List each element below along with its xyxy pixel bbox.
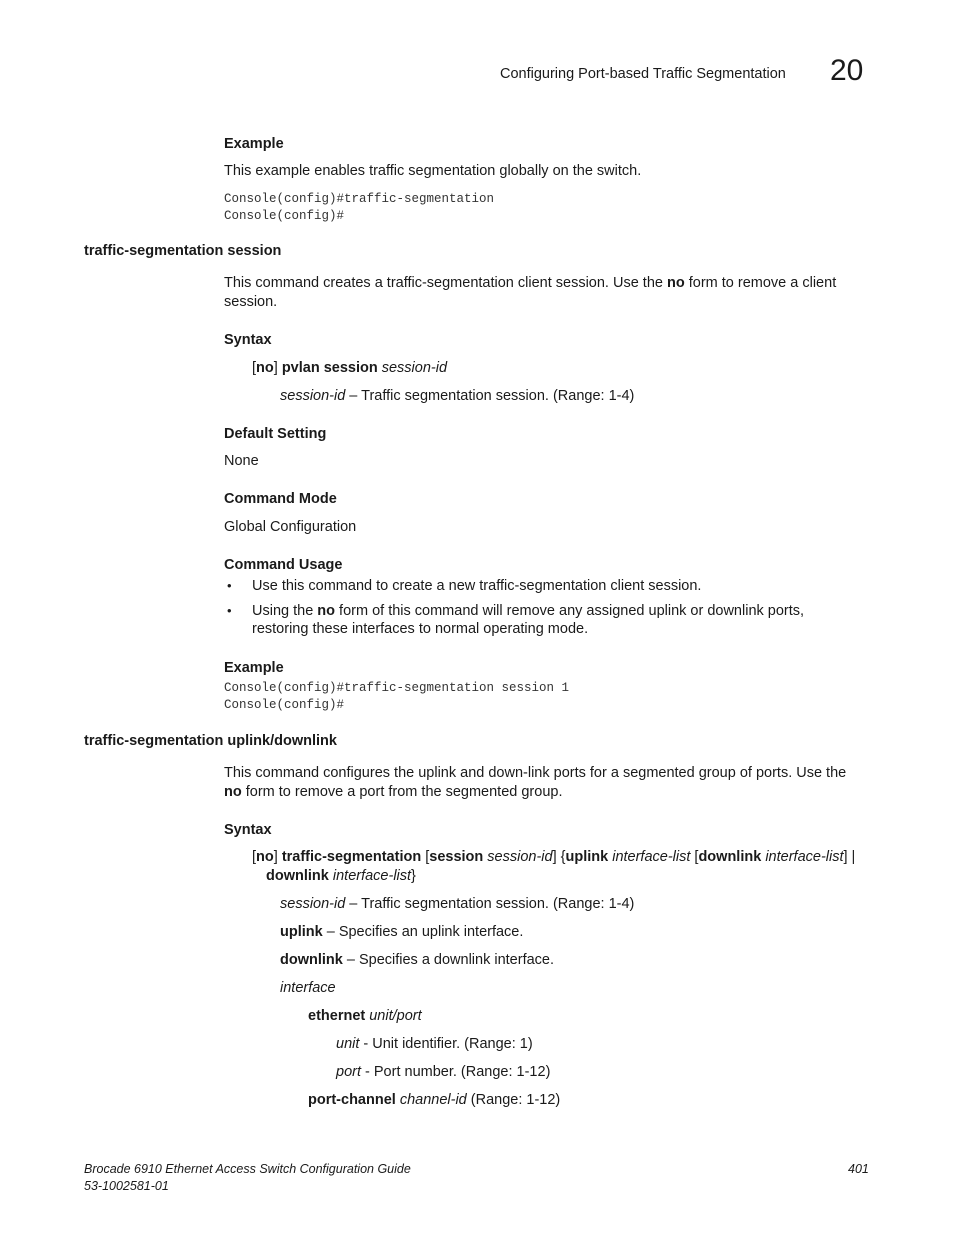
param-text: (Range: 1-12) <box>466 1092 561 1108</box>
syntax-line <box>252 849 855 865</box>
param-name: interface-list <box>612 849 691 865</box>
command-keyword: pvlan session <box>281 360 378 376</box>
no-keyword: no <box>667 275 685 291</box>
footer-doc-title: Brocade 6910 Ethernet Access Switch Configuration Guide <box>84 1162 411 1176</box>
example-heading: Example <box>224 660 284 676</box>
syntax-text: [ <box>252 360 257 376</box>
command-heading-uplink-downlink: traffic-segmentation uplink/downlink <box>84 733 337 749</box>
command-keyword: traffic-segmentation <box>281 849 422 865</box>
syntax-text: [ <box>252 849 257 865</box>
syntax-line <box>252 360 447 376</box>
syntax-text: } <box>411 868 416 884</box>
param-text: – Traffic segmentation session. (Range: 1-4) <box>345 388 635 404</box>
syntax-text: [ <box>690 849 699 865</box>
session-keyword: session <box>429 849 484 865</box>
default-setting-heading: Default Setting <box>224 426 327 442</box>
param-keyword: port-channel <box>308 1092 396 1108</box>
chapter-number: 20 <box>830 54 864 87</box>
param-description <box>280 896 634 912</box>
uplink-keyword: uplink <box>565 849 609 865</box>
param-name: session-id <box>487 849 553 865</box>
param-port <box>336 1064 550 1080</box>
param-interface: interface <box>280 980 336 996</box>
usage-text: form of this command will remove any assigned uplink or downlink ports, <box>335 603 805 619</box>
code-line: Console(config)# <box>224 698 345 712</box>
param-name: session-id <box>377 360 448 376</box>
no-keyword: no <box>224 784 242 800</box>
page-number: 401 <box>848 1162 869 1176</box>
bullet-icon: • <box>227 603 232 618</box>
uplink-description: This command configures the uplink and down-link ports for a segmented group of ports. Use the <box>224 765 847 781</box>
syntax-text: ] <box>273 849 282 865</box>
session-description <box>224 275 836 291</box>
param-description <box>280 388 634 404</box>
desc-text: form to remove a port from the segmented group. <box>241 784 563 800</box>
syntax-heading: Syntax <box>224 332 272 348</box>
syntax-text: ] | <box>843 849 856 865</box>
param-name: session-id <box>280 388 346 404</box>
code-line: Console(config)# <box>224 209 345 223</box>
desc-text: This command creates a traffic-segmentation client session. Use the <box>224 275 667 291</box>
code-line: Console(config)#traffic-segmentation session 1 <box>224 681 570 695</box>
param-ethernet <box>308 1008 422 1024</box>
downlink-keyword: downlink <box>698 849 762 865</box>
command-usage-heading: Command Usage <box>224 557 343 573</box>
usage-text: Using the <box>252 603 318 619</box>
code-line: Console(config)#traffic-segmentation <box>224 192 495 206</box>
command-heading-session: traffic-segmentation session <box>84 243 282 259</box>
session-description-line2: session. <box>224 294 278 310</box>
param-name: session-id <box>280 896 346 912</box>
param-unit <box>336 1036 533 1052</box>
footer-doc-number: 53-1002581-01 <box>84 1179 169 1193</box>
syntax-heading: Syntax <box>224 822 272 838</box>
param-keyword: downlink <box>280 952 343 968</box>
desc-text: form to remove a client <box>684 275 837 291</box>
default-setting-value: None <box>224 453 259 469</box>
param-keyword: uplink <box>280 924 323 940</box>
param-description <box>280 924 523 940</box>
param-name: port <box>336 1064 361 1080</box>
syntax-line-continued <box>266 868 416 884</box>
param-name: channel-id <box>395 1092 467 1108</box>
param-text: - Unit identifier. (Range: 1) <box>359 1036 533 1052</box>
no-keyword: no <box>256 360 274 376</box>
syntax-text: ] <box>273 360 282 376</box>
usage-item-line2: restoring these interfaces to normal operating mode. <box>252 621 589 637</box>
usage-item <box>252 603 804 619</box>
usage-item: Use this command to create a new traffic-segmentation client session. <box>252 578 702 594</box>
param-text: - Port number. (Range: 1-12) <box>361 1064 551 1080</box>
param-description <box>280 952 554 968</box>
syntax-text: ] { <box>552 849 566 865</box>
param-text: – Traffic segmentation session. (Range: 1-4) <box>345 896 635 912</box>
example-text: This example enables traffic segmentation globally on the switch. <box>224 163 642 179</box>
param-name: unit/port <box>365 1008 422 1024</box>
param-name: unit <box>336 1036 360 1052</box>
param-port-channel <box>308 1092 560 1108</box>
param-text: – Specifies a downlink interface. <box>342 952 555 968</box>
param-name: interface-list <box>332 868 412 884</box>
example-heading: Example <box>224 136 284 152</box>
uplink-description-line2 <box>224 784 562 800</box>
no-keyword: no <box>256 849 274 865</box>
bullet-icon: • <box>227 578 232 593</box>
param-text: – Specifies an uplink interface. <box>322 924 524 940</box>
param-name: interface-list <box>765 849 844 865</box>
no-keyword: no <box>317 603 336 619</box>
param-keyword: ethernet <box>308 1008 366 1024</box>
syntax-text: [ <box>421 849 430 865</box>
command-mode-value: Global Configuration <box>224 519 357 535</box>
running-header-title: Configuring Port-based Traffic Segmentation <box>500 66 786 82</box>
command-mode-heading: Command Mode <box>224 491 337 507</box>
downlink-keyword: downlink <box>266 868 329 884</box>
